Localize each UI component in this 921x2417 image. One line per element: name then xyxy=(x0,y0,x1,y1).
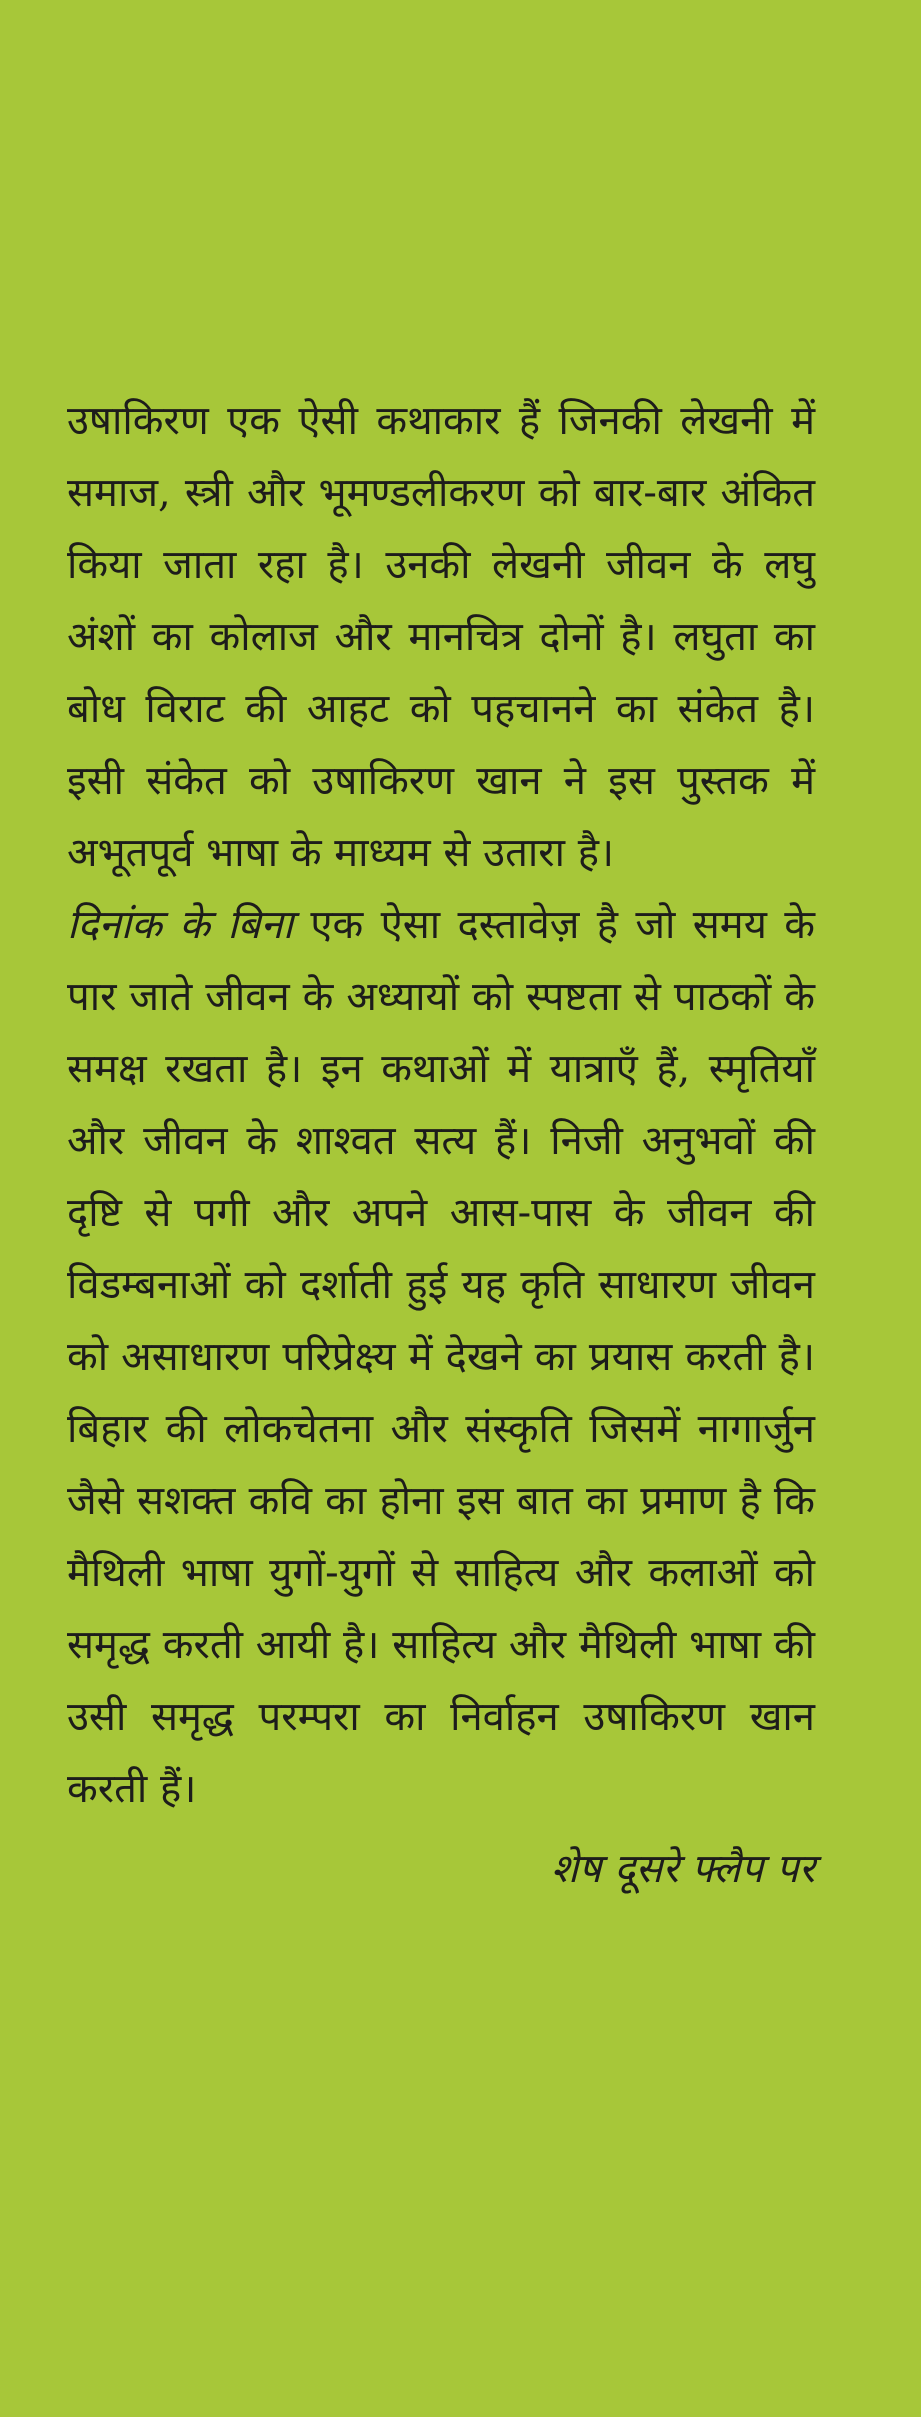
intro-paragraph: उषाकिरण एक ऐसी कथाकार हैं जिनकी लेखनी में समाज, स्त्री और भूमण्डलीकरण को बार-बार अंकित किया जाता रहा है। उनकी लेखनी जीवन के लघु अंशों का कोलाज और मानचित्र दोनों है। लघुता का बोध विराट की आहट को पहचानने का संकेत है। इसी संकेत को उषाकिरण खान ने इस पुस्तक में अभूतपूर्व भाषा के माध्यम से उतारा है। xyxy=(67,398,815,876)
description-paragraph xyxy=(67,889,815,1825)
book-title: दिनांक के बिना xyxy=(67,902,294,948)
description-text: एक ऐसा दस्तावेज़ है जो समय के पार जाते जीवन के अध्यायों को स्पष्टता से पाठकों के समक्ष रखता है। इन कथाओं में यात्राएँ हैं, स्मृतियाँ और जीवन के शाश्वत सत्य हैं। निजी अनुभवों की दृष्टि से पगी और अपने आस-पास के जीवन की विडम्बनाओं को दर्शाती हुई यह कृति साधारण जीवन को असाधारण परिप्रेक्ष्य में देखने का प्रयास करती है। बिहार की लोकचेतना और संस्कृति जिसमें नागार्जुन जैसे सशक्त कवि का होना इस बात का प्रमाण है कि मैथिली भाषा युगों-युगों से साहित्य और कलाओं को समृद्ध करती आयी है। साहित्य और मैथिली भाषा की उसी समृद्ध परम्परा का निर्वाहन उषाकिरण खान करती हैं। xyxy=(67,902,815,1812)
continued-on-other-flap-note: शेष दूसरे फ्लैप पर xyxy=(551,1846,815,1892)
